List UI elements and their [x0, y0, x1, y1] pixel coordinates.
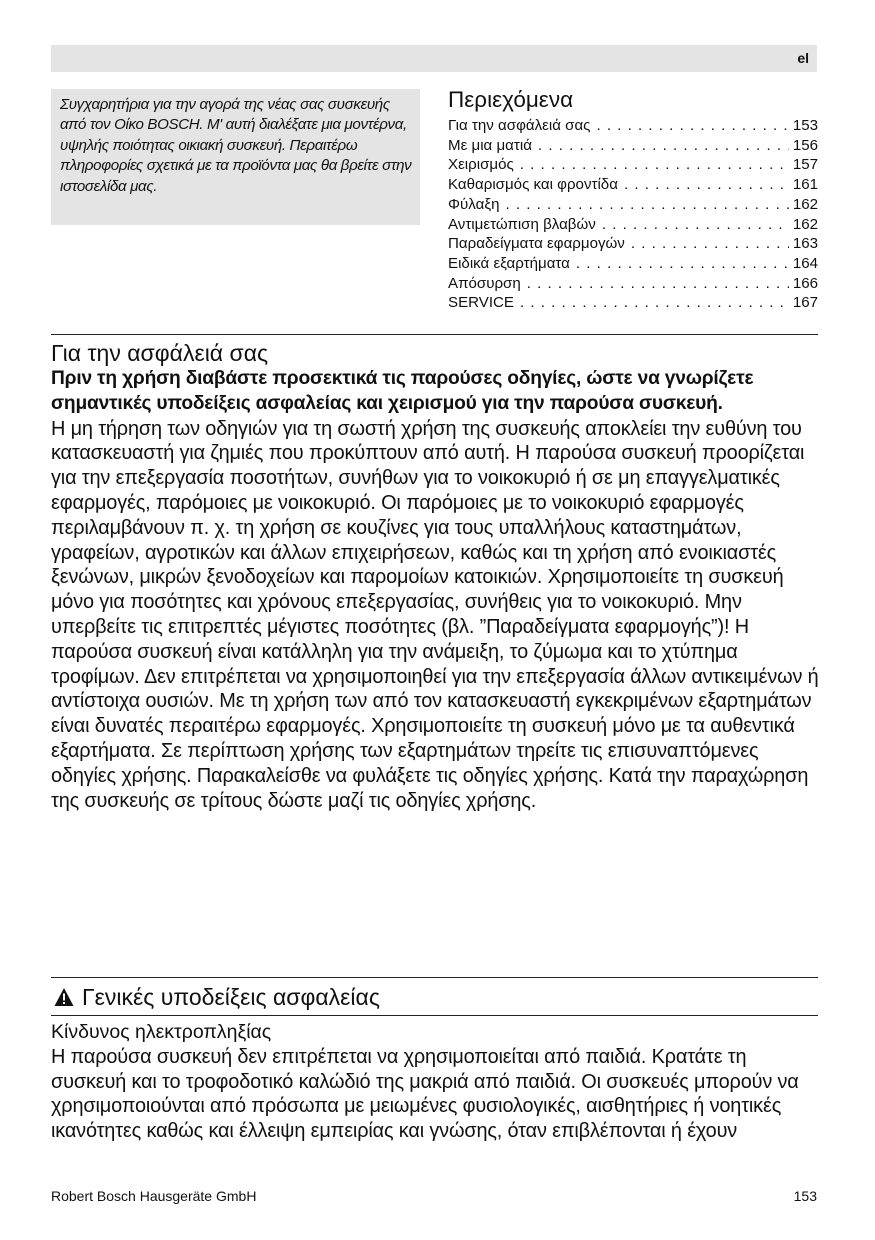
toc-leader-dots	[596, 116, 788, 136]
general-safety-title: Γενικές υποδείξεις ασφαλείας	[82, 984, 380, 1010]
toc-leader-dots	[624, 175, 789, 195]
toc-entry	[448, 195, 818, 215]
toc-entry-page: 161	[792, 176, 818, 194]
toc-entry	[448, 116, 818, 136]
toc-entry	[448, 215, 818, 235]
toc-entry-page: 156	[792, 136, 818, 154]
safety-section	[51, 339, 821, 813]
toc-leader-dots	[576, 254, 789, 274]
toc-entry-label: Αντιμετώπιση βλαβών	[448, 215, 596, 233]
toc-entry-label: SERVICE	[448, 294, 514, 312]
safety-body: Η μη τήρηση των οδηγιών για τη σωστή χρήση της συσκευής αποκλείει την ευθύνη του κατασκευαστή για ζημιές που προκύπτουν από αυτή. Η παρούσα συσκευή προορίζεται για την επεξεργασία ποσοτήτων, συνήθων για το νοικοκυριό ή σε μη επαγγελματικές εφαρμογές, παρόμοιες με νοικοκυριό. Οι παρόμοιες με το νοικοκυριό εφαρμογές περιλαμβάνουν π. χ. τη χρήση σε κουζίνες για τους υπαλλήλους καταστημάτων, γραφείων, αγροτικών και άλλων επιχειρήσεων, καθώς και τη χρήση από ενοικιαστές ξενώνων, μικρών ξενοδοχείων και παρομοίων κατοικιών. Χρησιμοποιείτε τη συσκευή μόνο για ποσότητες και χρόνους επεξεργασίας, συνήθεις για το νοικοκυριό. Μην υπερβείτε τις επιτρεπτές μέγιστες ποσότητες (βλ. ”Παραδείγματα εφαρμογής”)! Η παρούσα συσκευή είναι κατάλληλη για την ανάμειξη, το ζύμωμα και το χτύπημα τροφίμων. Δεν επιτρέπεται να χρησιμοποιηθεί για την επεξεργασία άλλων αντικειμένων ή αντίστοιχα ουσιών. Με τη χρήση των από τον κατασκευαστή εγκεκριμένων εξαρτημάτων είναι δυνατές περαιτέρω εφαρμογές. Χρησιμοποιείτε τη συσκευή μόνο με τα αυθεντικά εξαρτήματα. Σε περίπτωση χρήσης των εξαρτημάτων τηρείτε τις επισυναπτόμενες οδηγίες χρήσης. Παρακαλείσθε να φυλάξετε τις οδηγίες χρήσης. Κατά την παραχώρηση της συσκευής σε τρίτους δώστε μαζί τις οδηγίες χρήσης.	[51, 417, 819, 812]
toc-title: Περιεχόμενα	[448, 87, 574, 112]
table-of-contents	[448, 86, 818, 313]
toc-entry-label: Ειδικά εξαρτήματα	[448, 254, 570, 272]
section-divider	[51, 334, 818, 335]
toc-entry	[448, 136, 818, 156]
toc-entry-label: Καθαρισμός και φροντίδα	[448, 176, 618, 194]
section-divider	[51, 1015, 818, 1016]
intro-text: Συγχαρητήρια για την αγορά της νέας σας συσκευής από τον Οίκο BOSCH. Μ' αυτή διαλέξατε μια μοντέρνα, υψηλής ποιότητας οικιακή συσκευή. Περαιτέρω πληροφορίες σχετικά με τα προϊόντα μας θα βρείτε στην ιστοσελίδα μας.	[60, 96, 412, 195]
toc-entry-label: Φύλαξη	[448, 195, 500, 213]
electric-shock-section	[51, 1020, 821, 1143]
warning-triangle-icon	[54, 987, 74, 1007]
toc-entry	[448, 155, 818, 175]
toc-entry-label: Για την ασφάλειά σας	[448, 117, 591, 134]
footer-page-number: 153	[793, 1188, 817, 1204]
toc-leader-dots	[602, 215, 789, 235]
toc-entry-page: 166	[792, 274, 818, 292]
toc-entry	[448, 293, 818, 313]
toc-entry-page: 163	[792, 235, 818, 253]
toc-entry-label: Απόσυρση	[448, 274, 521, 292]
intro-box	[51, 89, 420, 225]
electric-shock-title: Κίνδυνος ηλεκτροπληξίας	[51, 1021, 272, 1043]
toc-entry-page: 157	[792, 156, 818, 174]
general-safety-section	[51, 982, 821, 1012]
toc-entry	[448, 234, 818, 254]
toc-leader-dots	[506, 195, 789, 215]
safety-lead: Πριν τη χρήση διαβάστε προσεκτικά τις παρούσες οδηγίες, ώστε να γνωρίζετε σημαντικές υποδείξεις ασφαλείας και χειρισμού για την παρούσα συσκευή.	[51, 368, 754, 414]
toc-leader-dots	[538, 136, 789, 156]
electric-shock-body: Η παρούσα συσκευή δεν επιτρέπεται να χρησιμοποιείται από παιδιά. Κρατάτε τη συσκευή και το τροφοδοτικό καλώδιό της μακριά από παιδιά. Οι συσκευές μπορούν να χρησιμοποιούνται από πρόσωπα με μειωμένες φυσιολογικές, αισθητήριες ή νοητικές ικανότητες καθώς και έλλειψη εμπειρίας και γνώσης, όταν επιβλέπονται ή έχουν	[51, 1046, 799, 1142]
toc-leader-dots	[631, 234, 789, 254]
toc-entry-page: 162	[792, 195, 818, 213]
section-divider	[51, 977, 818, 978]
toc-leader-dots	[520, 155, 789, 175]
toc-leader-dots	[520, 293, 789, 313]
safety-title: Για την ασφάλειά σας	[51, 340, 269, 366]
footer-company: Robert Bosch Hausgeräte GmbH	[51, 1188, 257, 1204]
toc-entry-page: 164	[792, 254, 818, 272]
language-bar	[51, 45, 817, 72]
toc-entry-label: Παραδείγματα εφαρμογών	[448, 235, 625, 253]
toc-entry	[448, 274, 818, 294]
toc-list	[448, 116, 818, 313]
toc-entry-page: 167	[792, 294, 818, 312]
language-code: el	[797, 50, 809, 66]
toc-entry-page: 162	[792, 215, 818, 233]
toc-entry-page: 153	[792, 117, 818, 134]
toc-entry	[448, 175, 818, 195]
toc-entry-label: Με μια ματιά	[448, 136, 532, 154]
general-safety-heading	[51, 982, 821, 1012]
page-footer	[51, 1188, 817, 1204]
toc-entry-label: Χειρισμός	[448, 156, 514, 174]
toc-leader-dots	[527, 274, 789, 294]
toc-entry	[448, 254, 818, 274]
